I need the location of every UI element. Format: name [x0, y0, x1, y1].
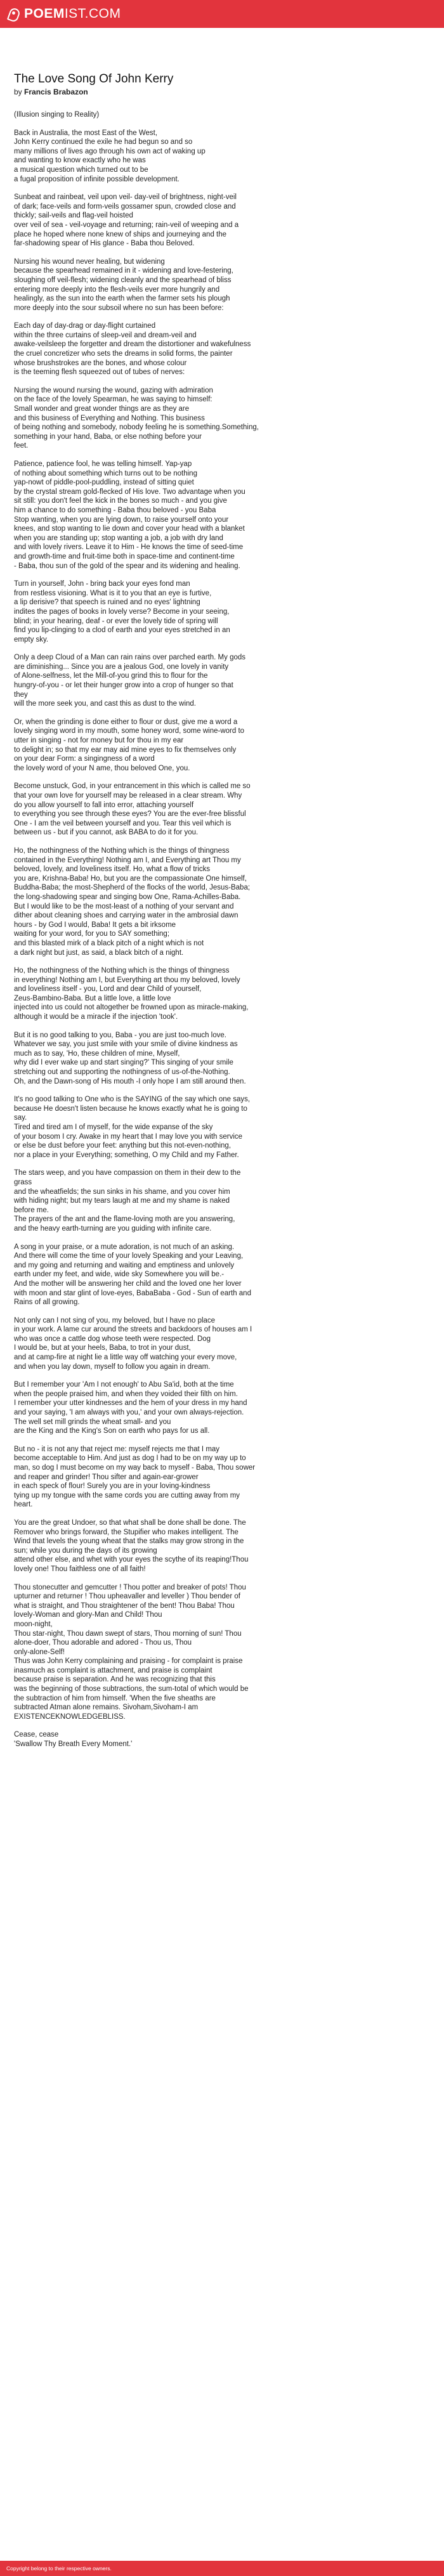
poem-line: sloughing off veil-flesh; widening cleanly and the spearhead of bliss [14, 276, 232, 284]
poem-line: or else be dust before your feet: anything but this not-even-nothing, [14, 1142, 232, 1150]
poem-stanza [14, 1095, 430, 1160]
site-footer [0, 2561, 444, 2576]
poem-line: Rains of all growing. [14, 1298, 80, 1307]
poem-line: But it is no good talking to you, Baba - you are just too-much love. [14, 1031, 226, 1039]
poem-line: Not only can I not sing of you, my beloved, but I have no place [14, 1316, 216, 1324]
poem-line: attend other else, and whet with your eyes the scythe of its reaping!Thou [14, 1556, 249, 1564]
poem-body [14, 110, 430, 1749]
poem-line: lovely-Woman and glory-Man and Child! Thou [14, 1611, 162, 1619]
poem-stanza [14, 653, 430, 709]
poem-author[interactable]: Francis Brabazon [24, 87, 88, 96]
poem-line: Wind that levels the young wheat that the stalks may grow strong in the [14, 1537, 244, 1546]
poem-line: A song in your praise, or a mute adoration, is not much of an asking. [14, 1243, 235, 1251]
poem-stanza [14, 579, 430, 644]
poem-line: tying up my tongue with the same cords you are cutting away from my [14, 1491, 240, 1499]
poem-line: with hiding night; but my tears laugh at me and my shame is naked [14, 1197, 230, 1205]
poem-line: many millions of lives ago through his own act of waking up [14, 147, 206, 155]
poem-line: place he hoped where none knew of ships and journeying and the [14, 230, 227, 238]
poem-line: in everything! Nothing am I, but Everything art thou my beloved, lovely [14, 976, 240, 984]
poem-line: Whatever we say, you just smile with your smile of divine kindness as [14, 1040, 238, 1049]
poem-line: nor a place in your Everything; something, O my Child and my Father. [14, 1151, 239, 1159]
poem-stanza [14, 110, 430, 120]
poem-stanza [14, 1316, 430, 1372]
poem-line: Nursing his wound never healing, but widening [14, 257, 165, 266]
poem-line: the long-shadowing spear and singing bow One, Rama-Achilles-Baba. [14, 893, 241, 901]
poem-line: grass [14, 1178, 32, 1186]
poem-line: and this blasted mirk of a black pitch of a night which is not [14, 939, 204, 947]
poem-line: Only a deep Cloud of a Man can rain rains over parched earth. My gods [14, 654, 246, 662]
poem-line: Or, when the grinding is done either to flour or dust, give me a word a [14, 718, 238, 726]
poem-line: to everything you see through these eyes? You are the ever-free blissful [14, 810, 246, 819]
poem-line: It's no good talking to One who is the SAYING of the say which one says, [14, 1096, 251, 1104]
poem-stanza [14, 386, 430, 451]
poem-line: and the heavy earth-turning are you guiding with infinite care. [14, 1224, 212, 1233]
poem-line: lovely singing word in my mouth, some honey word, some wine-word to [14, 727, 245, 735]
poem-line: on your dear Form: a singingness of a word [14, 755, 155, 763]
poem-line: and loveliness itself - you, Lord and dear Child of yourself, [14, 985, 202, 994]
poem-title: The Love Song Of John Kerry [14, 72, 174, 86]
poem-line: of dark; face-veils and form-veils gossamer spun, crowded close and [14, 202, 236, 210]
poem-line: Stop wanting, when you are lying down, to raise yourself onto your [14, 515, 229, 524]
poem-line: But I remember your 'Am I not enough' to Abu Sa'id, both at the time [14, 1381, 234, 1389]
poem-stanza [14, 1445, 430, 1510]
poem-line: feet. [14, 442, 29, 450]
poem-line: I remember your utter kindnesses and the hem of your dress in my hand [14, 1399, 247, 1408]
poem-line: by the crystal stream gold-flecked of His love. Two advantage when you [14, 488, 245, 496]
poem-line: Turn in yourself, John - bring back your eyes fond man [14, 580, 190, 588]
poem-line: with moon and star glint of love-eyes, BabaBaba - God - Sun of earth and [14, 1289, 251, 1297]
poem-line: and your saying, 'I am always with you,' and your own always-rejection. [14, 1409, 244, 1417]
poem-line: you are, Krishna-Baba! Ho, but you are the compassionate One himself, [14, 874, 247, 883]
poem-line: sit still: you don't feel the kick in the bones so much - and you give [14, 497, 227, 505]
poem-line: why did I ever wake up and start singing?' This singing of your smile [14, 1059, 233, 1067]
poem-line: and wanting to know exactly who he was [14, 157, 146, 165]
poem-line: thickly; sail-veils and flag-veil hoisted [14, 212, 133, 220]
poem-line: and the wheatfields; the sun sinks in his shame, and you cover him [14, 1188, 230, 1196]
poem-line: Become unstuck, God, in your entrancement in this which is called me so [14, 782, 251, 791]
poem-line: of Alone-selfness, let the Mill-of-you grind this to flour for the [14, 672, 208, 680]
poem-line: the lovely word of your N ame, thou beloved One, you. [14, 764, 190, 772]
poem-line: Patience, patience fool, he was telling himself. Yap-yap [14, 460, 192, 468]
byline-prefix: by [14, 87, 22, 96]
poem-line: EXISTENCEKNOWLEDGEBLISS. [14, 1712, 126, 1721]
poem-line: who was once a cattle dog whose teeth were respected. Dog [14, 1335, 211, 1343]
poem-line: although it would be a miracle if the injection 'took'. [14, 1013, 178, 1021]
poem-line: a lip derisive? that speech is ruined and no eyes' lightning [14, 599, 200, 607]
poem-line: and with lovely rivers. Leave it to Him - He knows the time of seed-time [14, 543, 244, 552]
poem-line: healingly, as the sun into the earth when the farmer sets his plough [14, 295, 230, 303]
poem-line: from restless visioning. What is it to you that an eye is furtive, [14, 589, 212, 597]
poem-line: Ho, the nothingness of the Nothing which is the things of thingness [14, 967, 230, 975]
poem-line: empty sky. [14, 635, 49, 644]
poem-line: Oh, and the Dawn-song of His mouth -I only hope I am still around then. [14, 1077, 246, 1085]
poem-line: because He doesn't listen because he knows exactly what he is going to [14, 1104, 247, 1113]
poem-line: and reaper and grinder! Thou sifter and again-ear-grower [14, 1473, 199, 1481]
poem-line: yap-nowt of piddle-pool-puddling, instead of sitting quiet [14, 479, 194, 487]
poem-line: Each day of day-drag or day-flight curtained [14, 322, 156, 330]
poem-byline [14, 87, 430, 96]
poem-line: The prayers of the ant and the flame-loving moth are you answering, [14, 1215, 235, 1224]
poem-line: before me. [14, 1206, 49, 1214]
poem-line: 'Swallow Thy Breath Every Moment.' [14, 1740, 133, 1749]
poem-line: hours - by God I would, Baba! It gets a bit irksome [14, 921, 176, 929]
poem-line: something in your hand, Baba, or else nothing before your [14, 432, 202, 441]
poem-line: far-shadowing spear of His glance - Baba thou Beloved. [14, 240, 195, 248]
poem-line: and this business of Everything and Nothing. This business [14, 414, 205, 422]
site-header [0, 0, 444, 28]
poem-line: of nothing about something which turns out to be nothing [14, 469, 197, 477]
poem-line: the subtraction of him from himself. 'When the five sheaths are [14, 1694, 216, 1702]
poem-line: are the King and the King's Son on earth who pays for us all. [14, 1427, 210, 1435]
poem-line: what is straight, and Thou straightener of the bent! Thou Baba! Thou [14, 1602, 235, 1610]
poem-line: was the beginning of those subtractions, the sum-total of which would be [14, 1685, 249, 1693]
poem-line: on the face of the lovely Spearman, he was saying to himself: [14, 396, 212, 404]
poem-line: Zeus-Bambino-Baba. But a little love, a little love [14, 994, 171, 1002]
poem-line: only-alone-Self! [14, 1648, 65, 1656]
poem-line: Buddha-Baba; the most-Shepherd of the flocks of the world, Jesus-Baba; [14, 884, 251, 892]
poem-line: injected into us could not altogether be frowned upon as miracle-making, [14, 1004, 249, 1012]
poem-line: And there will come the time of your lovely Speaking and your Leaving, [14, 1252, 244, 1260]
poem-line: do you allow yourself to fall into error, attaching yourself [14, 801, 194, 809]
poem-line: that your own love for yourself may be released in a clear stream. Why [14, 792, 242, 799]
poem-line: alone-doer, Thou adorable and adored - Thou us, Thou [14, 1639, 192, 1647]
poem-line: in your work. A lame cur around the streets and backdoors of houses am I [14, 1326, 252, 1334]
poem-line: to delight in; so that my ear may aid mine eyes to fix themselves only [14, 746, 237, 754]
poem-line: The well set mill grinds the wheat small- and you [14, 1418, 171, 1426]
copyright-text: Copyright belong to their respective owners. [6, 2565, 112, 2572]
poem-line: lovely one! Thou faithless one of all faith! [14, 1565, 146, 1573]
poem-stanza [14, 1380, 430, 1436]
poem-line: Cease, cease [14, 1731, 59, 1739]
poem-line: contained in the Everything! Nothing am I, and Everything art Thou my [14, 856, 241, 864]
poem-line: man, so dog I must become on my way back to myself - Baba, Thou sower [14, 1464, 256, 1472]
poem-line: John Kerry continued the exile he had begun so and so [14, 138, 193, 146]
poem-line: Ho, the nothingness of the Nothing which is the things of thingness [14, 846, 230, 855]
poem-line: and at camp-fire at night lie a little way off watching your every move, [14, 1354, 237, 1362]
poem-line: a dark night but just, as said, a black bitch of a night. [14, 948, 184, 957]
poem-line: Thou stonecutter and gemcutter ! Thou potter and breaker of pots! Thou [14, 1583, 246, 1591]
poem-line: One - I am the veil between yourself and you. Tear this veil which is [14, 819, 232, 827]
site-logo[interactable] [6, 6, 121, 22]
poem-stanza [14, 1583, 430, 1722]
poem-line: is the teeming flesh squeezed out of tubes of nerves: [14, 368, 185, 377]
poem-line: and when you lay down, myself to follow you again in dream. [14, 1362, 211, 1371]
poem-line: Thou star-night, Thou dawn swept of stars, Thou morning of sun! Thou [14, 1629, 242, 1638]
poem-stanza [14, 782, 430, 838]
poem-line: upturner and returner ! Thou upheavaller and leveller ) Thou bender of [14, 1593, 240, 1601]
poem-stanza [14, 193, 430, 249]
poem-line: a musical question which turned out to be [14, 165, 148, 174]
poem-stanza [14, 321, 430, 377]
poem-line: entering more deeply into the flesh-veils ever more hungrily and [14, 285, 220, 294]
poem-line: of your bosom I cry. Awake in my heart that I may love you with service [14, 1132, 243, 1141]
poem-line: within the three curtains of sleep-veil and dream-veil and [14, 331, 197, 339]
poem-line: utter in singing - not for money but for thou in my ear [14, 737, 184, 745]
poem-line: Nursing the wound nursing the wound, gazing with admiration [14, 386, 213, 394]
poem-line: and growth-time and fruit-time both in space-time and continent-time [14, 552, 235, 560]
poem-line: the cruel concretizer who sets the dreams in solid forms, the painter [14, 350, 233, 358]
poem-line: say. [14, 1114, 27, 1122]
poem-line: waiting for your word, for you to SAY something; [14, 930, 170, 938]
poem-line: Tired and tired am I of myself, for the wide expanse of the sky [14, 1123, 213, 1131]
poem-line: But I would like to be the most-least of a nothing of your servant and [14, 902, 234, 910]
poem-line: because the spearhead remained in it - widening and love-festering, [14, 267, 233, 275]
poem-line: hungry-of-you - or let their hunger grow into a crop of hunger so that [14, 682, 233, 690]
poem-line: Sunbeat and rainbeat, veil upon veil- day-veil of brightness, night-veil [14, 193, 237, 202]
poem-line: Back in Australia, the most East of the West, [14, 129, 158, 137]
poem-line: (Illusion singing to Reality) [14, 111, 100, 119]
poem-line: dither about cleaning shoes and carrying water in the ambrosial dawn [14, 912, 238, 920]
poem-line: Remover who brings forward, the Stupifier who makes intelligent. The [14, 1528, 238, 1536]
poem-line: become acceptable to Him. And just as dog I had to be on my way up to [14, 1454, 246, 1463]
poem-line: indites the pages of books in lovely verse? Become in your seeing, [14, 607, 230, 616]
poem-line: blind; in your hearing, deaf - or ever the lovely tide of spring will [14, 617, 218, 625]
poem-stanza [14, 1031, 430, 1087]
poem-stanza [14, 846, 430, 957]
poem-line: I would be, but at your heels, Baba, to trot in your dust, [14, 1344, 191, 1352]
poem-line: between us - but if you cannot, ask BABA to do it for you. [14, 829, 199, 837]
poem-line: find you lip-clinging to a clod of earth and your eyes stretched in an [14, 626, 230, 635]
poem-line: when the people praised him, and when they voided their filth on him. [14, 1390, 238, 1398]
poem-stanza [14, 1168, 430, 1233]
poem-line: And the mother will be answering her child and the loved one her lover [14, 1279, 242, 1288]
poem-line: beloved, lovely, and loveliness itself. Ho, what a flow of tricks [14, 865, 211, 874]
poem-line: inasmuch as complaint is attachment, and praise is complaint [14, 1666, 212, 1674]
poem-line: much as to say, 'Ho, these children of mine, Myself, [14, 1049, 180, 1058]
poem-stanza [14, 1518, 430, 1574]
poem-line: stretching out and supporting the nothingness of us-of-the-Nothing. [14, 1068, 230, 1077]
poem-line: subtracted Atman alone remains. Sivoham,Sivoham-I am [14, 1704, 199, 1712]
poem-line: in each speck of flour! Surely you are in your loving-kindness [14, 1482, 211, 1491]
poem-line: over veil of sea - veil-voyage and returning; rain-veil of weeping and a [14, 221, 239, 229]
poem-line: are diminishing... Since you are a jealous God, one lovely in vanity [14, 663, 229, 671]
poem-line: heart. [14, 1501, 33, 1509]
poem-stanza [14, 257, 430, 313]
poem-line: awake-veilsleep the forgetter and dream the distortioner and wakefulness [14, 340, 251, 349]
poem-stanza [14, 718, 430, 773]
poem-stanza [14, 129, 430, 184]
logo-text: POEMIST.COM [24, 6, 121, 21]
poem-line: moon-night, [14, 1620, 53, 1628]
poem-stanza [14, 460, 430, 571]
poem-line: when you are standing up; stop wanting a job, a job with dry land [14, 534, 223, 542]
poem-line: him a chance to do something - Baba thou beloved - you Baba [14, 506, 216, 514]
poem-line: The stars weep, and you have compassion on them in their dew to the [14, 1169, 241, 1177]
poem-stanza [14, 1243, 430, 1307]
logo-pin-icon [6, 7, 20, 21]
poem-line: of being nothing and somebody, nobody feeling he is something.Something, [14, 424, 259, 432]
poem-line: because praise is separation. And he was recognizing that this [14, 1676, 216, 1684]
poem-line: earth under my feet, and wide, wide sky Somewhere you will be.- [14, 1271, 225, 1279]
poem-line: - Baba, thou sun of the gold of the spear and its widening and healing. [14, 562, 240, 570]
poem-line: knees, and stop wanting to lie down and cover your head with a blanket [14, 525, 245, 533]
poem-line: whose brushstrokes are the bones, and whose colour [14, 359, 187, 367]
poem-line: will the more seek you, and cast this as dust to the wind. [14, 700, 197, 708]
poem-container [0, 28, 444, 1749]
poem-line: a fugal proposition of infinite possible development. [14, 175, 180, 183]
poem-line: Thus was John Kerry complaining and praising - for complaint is praise [14, 1657, 243, 1666]
poem-line: sun; while you during the days of its growing [14, 1546, 157, 1555]
poem-line: and my going and returning and waiting and emptiness and unlovely [14, 1261, 235, 1269]
poem-line: they [14, 690, 28, 699]
poem-line: Small wonder and great wonder things are as they are [14, 405, 190, 413]
poem-line: You are the great Undoer, so that what shall be done shall be done. The [14, 1518, 246, 1527]
poem-line: But no - it is not any that reject me: myself rejects me that I may [14, 1445, 220, 1453]
poem-stanza [14, 1730, 430, 1749]
poem-stanza [14, 966, 430, 1022]
poem-line: more deeply into the sour subsoil where no sun has been before: [14, 304, 224, 312]
